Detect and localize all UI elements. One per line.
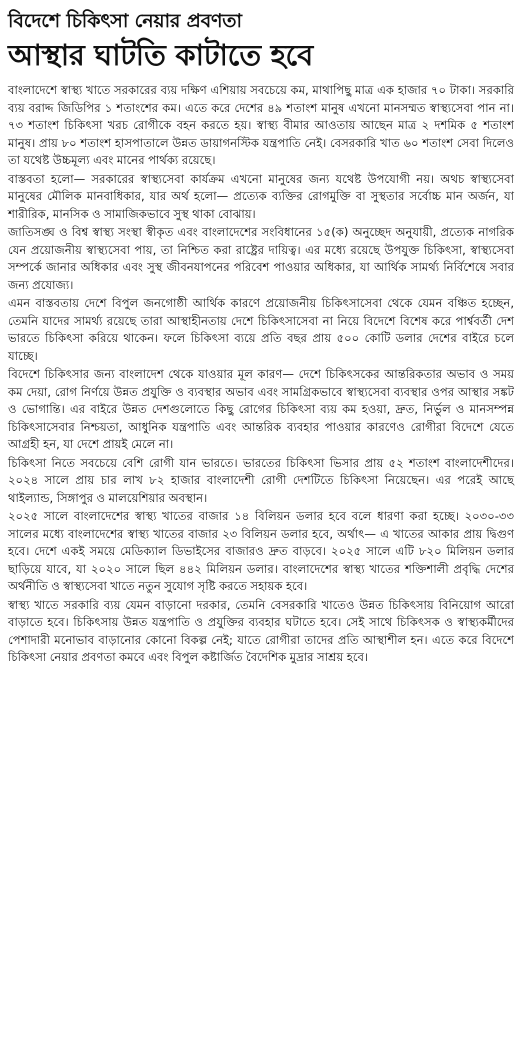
body-paragraph: ২০২৫ সালে বাংলাদেশের স্বাস্থ্য খাতের বাজার ১৪ বিলিয়ন ডলার হবে বলে ধারণা করা হচ্ছে। ২০৩০-৩৩ সালের মধ্যে বাংলাদেশের স্বাস্থ্য খাতের বাজার ২৩ বিলিয়ন ডলার হবে, অর্থাৎ— এ খাতের আকার প্রায় দ্বিগুণ হবে। দেশে একই সময়ে মেডিক্যাল ডিভাইসের বাজারও দ্রুত বাড়বে। ২০২৫ সালে এটি ৮২০ মিলিয়ন ডলার ছাড়িয়ে যাবে, যা ২০২০ সালে ছিল ৪৪২ মিলিয়ন ডলার। বাংলাদেশের স্বাস্থ্য খাতের শক্তিশালী প্রবৃদ্ধি দেশের অর্থনীতি ও স্বাস্থ্যসেবা খাতে নতুন সুযোগ সৃষ্টি করতে সহায়ক হবে। bbox=[8, 509, 514, 593]
body-paragraph: বিদেশে চিকিৎসার জন্য বাংলাদেশ থেকে যাওয়ার মূল কারণ— দেশে চিকিৎসকের আন্তরিকতার অভাব ও সময় কম দেয়া, রোগ নির্ণয়ে উন্নত প্রযুক্তি ও ব্যবস্থার অভাব এবং সামগ্রিকভাবে স্বাস্থ্যসেবা ব্যবস্থার ওপর আস্থার সঙ্কট ও ভোগান্তি। এর বাইরে উন্নত দেশগুলোতে কিছু রোগের চিকিৎসা ব্যয় কম হওয়া, দ্রুত, নির্ভুল ও মানসম্পন্ন চিকিৎসাসেবার নিশ্চয়তা, আধুনিক যন্ত্রপাতি এবং আন্তরিক ব্যবহার পাওয়ার কারণেও রোগীরা বিদেশে যেতে আগ্রহী হন, যা দেশে প্রায়ই মেলে না। bbox=[8, 367, 514, 451]
article-body bbox=[8, 82, 514, 667]
article-headline: আস্থার ঘাটতি কাটাতে হবে bbox=[8, 38, 314, 72]
body-paragraph: চিকিৎসা নিতে সবচেয়ে বেশি রোগী যান ভারতে। ভারতের চিকিৎসা ভিসার প্রায় ৫২ শতাংশ বাংলাদেশীদের। ২০২৪ সালে প্রায় চার লাখ ৮২ হাজার বাংলাদেশী রোগী দেশটিতে চিকিৎসা নিয়েছেন। এর পরেই আছে থাইল্যান্ড, সিঙ্গাপুর ও মালয়েশিয়ার অবস্থান। bbox=[8, 455, 514, 505]
body-paragraph: বাংলাদেশে স্বাস্থ্য খাতে সরকারের ব্যয় দক্ষিণ এশিয়ায় সবচেয়ে কম, মাথাপিছু মাত্র এক হাজার ৭০ টাকা। সরকারি ব্যয় বরাদ্দ জিডিপির ১ শতাংশের কম। এতে করে দেশের ৪৯ শতাংশ মানুষ এখনো মানসম্মত স্বাস্থ্যসেবা পান না। ৭৩ শতাংশ চিকিৎসা খরচ রোগীকে বহন করতে হয়। স্বাস্থ্য বীমার আওতায় আছেন মাত্র ২ দশমিক ৫ শতাংশ মানুষ। প্রায় ৮০ শতাংশ হাসপাতালে উন্নত ডায়াগনস্টিক যন্ত্রপাতি নেই। বেসরকারি খাত ৬০ শতাংশ সেবা দিলেও তা যথেষ্ট উচ্চমূল্য এবং মানের পার্থক্য রয়েছে। bbox=[8, 83, 514, 167]
body-paragraph: জাতিসঙ্ঘ ও বিশ্ব স্বাস্থ্য সংস্থা স্বীকৃত এবং বাংলাদেশের সংবিধানের ১৫(ক) অনুচ্ছেদ অনুযায়ী, প্রত্যেক নাগরিক যেন প্রয়োজনীয় স্বাস্থ্যসেবা পায়, তা নিশ্চিত করা রাষ্ট্রের দায়িত্ব। এর মধ্যে রয়েছে উপযুক্ত চিকিৎসা, স্বাস্থ্যসেবা সম্পর্কে জানার অধিকার এবং সুস্থ জীবনযাপনের পরিবেশ পাওয়ার অধিকার, যা আর্থিক সামর্থ্য নির্বিশেষে সবার জন্য প্রযোজ্য। bbox=[8, 225, 514, 292]
body-paragraph: বাস্তবতা হলো— সরকারের স্বাস্থ্যসেবা কার্যক্রম এখনো মানুষের জন্য যথেষ্ট উপযোগী নয়। অথচ স্বাস্থ্যসেবা মানুষের মৌলিক মানবাধিকার, যার অর্থ হলো— প্রত্যেক ব্যক্তির রোগমুক্তি বা সুস্থতার সর্বোচ্চ মান অর্জন, যা শারীরিক, মানসিক ও সামাজিকভাবে সুস্থ থাকা বোঝায়। bbox=[8, 171, 514, 221]
article-kicker: বিদেশে চিকিৎসা নেয়ার প্রবণতা bbox=[8, 10, 242, 32]
body-paragraph: এমন বাস্তবতায় দেশে বিপুল জনগোষ্ঠী আর্থিক কারণে প্রয়োজনীয় চিকিৎসাসেবা থেকে যেমন বঞ্চিত হচ্ছেন, তেমনি যাদের সামর্থ্য রয়েছে তারা আস্থাহীনতায় দেশে চিকিৎসাসেবা না নিয়ে বিদেশে বিশেষ করে পার্শ্ববর্তী দেশ ভারতে চিকিৎসা করিয়ে থাকেন। ফলে চিকিৎসা ব্যয়ে প্রতি বছর প্রায় ৫০০ কোটি ডলার দেশের বাইরে চলে যাচ্ছে। bbox=[8, 296, 514, 363]
body-paragraph: স্বাস্থ্য খাতে সরকারি ব্যয় যেমন বাড়ানো দরকার, তেমনি বেসরকারি খাতেও উন্নত চিকিৎসায় বিনিয়োগ আরো বাড়াতে হবে। চিকিৎসায় উন্নত যন্ত্রপাতি ও প্রযুক্তির ব্যবহার ঘটাতে হবে। সেই সাথে চিকিৎসক ও স্বাস্থ্যকর্মীদের পেশাদারী মনোভাব বাড়ানোর কোনো বিকল্প নেই; যাতে রোগীরা তাদের প্রতি আস্থাশীল হন। এতে করে বিদেশে চিকিৎসা নেয়ার প্রবণতা কমবে এবং বিপুল কষ্টার্জিত বৈদেশিক মুদ্রার সাশ্রয় হবে। bbox=[8, 597, 514, 664]
